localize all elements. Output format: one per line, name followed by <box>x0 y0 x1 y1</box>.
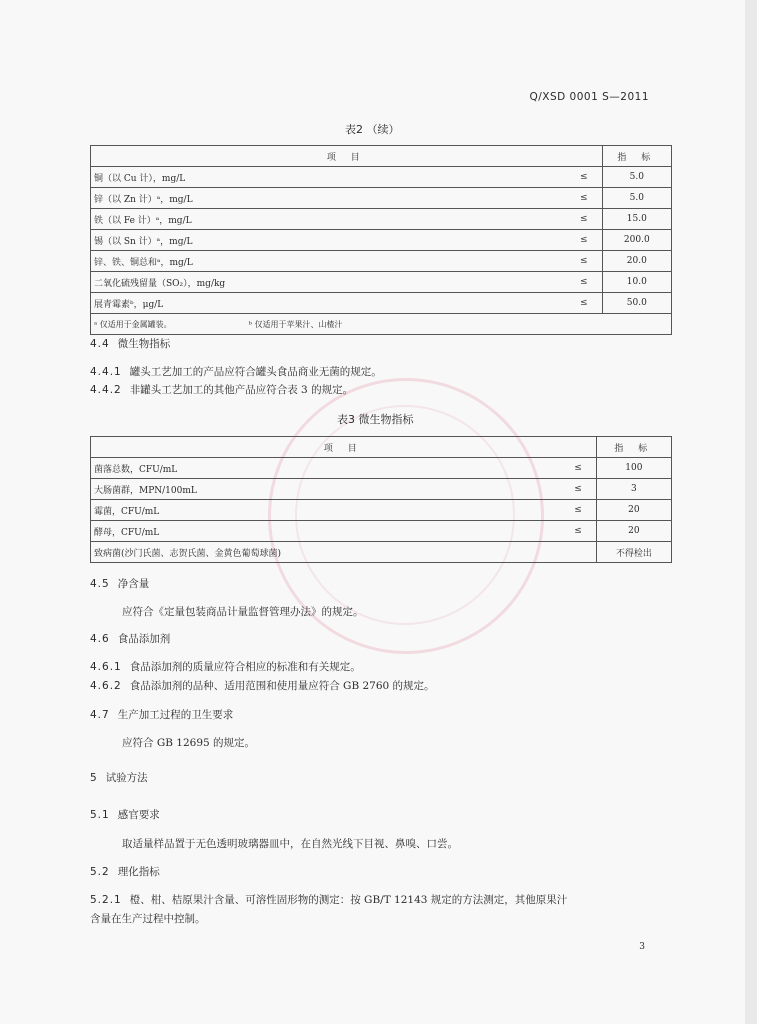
section-4-4-heading: 4.4 微生物指标 <box>90 338 171 350</box>
row-op: ≤ <box>544 521 596 542</box>
section-4-5-heading: 4.5 净含量 <box>90 578 150 590</box>
row-name: 菌落总数，CFU/mL <box>91 458 544 479</box>
section-4-6-heading: 4.6 食品添加剂 <box>90 633 171 645</box>
clause-5-2-1-line2: 含量在生产过程中控制。 <box>90 913 206 925</box>
table2-head-index: 指 标 <box>602 146 671 167</box>
row-op <box>544 542 596 563</box>
row-value: 100 <box>596 458 671 479</box>
section-4-7-heading: 4.7 生产加工过程的卫生要求 <box>90 709 234 721</box>
row-name: 锡（以 Sn 计）ᵃ，mg/L <box>91 230 531 251</box>
row-name: 大肠菌群，MPN/100mL <box>91 479 544 500</box>
table-row <box>91 230 672 251</box>
row-op: ≤ <box>530 167 602 188</box>
table3-head-index: 指 标 <box>596 437 671 458</box>
row-op: ≤ <box>530 251 602 272</box>
row-op: ≤ <box>544 479 596 500</box>
section-5-1-heading: 5.1 感官要求 <box>90 809 160 821</box>
row-name: 铜（以 Cu 计），mg/L <box>91 167 531 188</box>
row-op: ≤ <box>530 293 602 314</box>
row-op: ≤ <box>530 209 602 230</box>
table-footnote-row <box>91 314 672 335</box>
table-row <box>91 293 672 314</box>
section-5-1-text: 取适量样品置于无色透明玻璃器皿中，在自然光线下目视、鼻嗅、口尝。 <box>122 838 458 850</box>
row-op: ≤ <box>530 272 602 293</box>
table-row <box>91 209 672 230</box>
row-value: 5.0 <box>602 188 671 209</box>
section-5-heading: 5 试验方法 <box>90 772 148 784</box>
row-value: 20.0 <box>602 251 671 272</box>
row-value: 20 <box>596 500 671 521</box>
row-name: 霉菌，CFU/mL <box>91 500 544 521</box>
row-value: 15.0 <box>602 209 671 230</box>
table-row <box>91 167 672 188</box>
section-4-5-text: 应符合《定量包装商品计量监督管理办法》的规定。 <box>122 606 364 618</box>
row-op: ≤ <box>530 188 602 209</box>
clause-4-6-2: 4.6.2 食品添加剂的品种、适用范围和使用量应符合 GB 2760 的规定。 <box>90 680 435 692</box>
table-row <box>91 479 672 500</box>
table-row <box>91 251 672 272</box>
table-row <box>91 542 672 563</box>
row-value: 10.0 <box>602 272 671 293</box>
table-row <box>91 458 672 479</box>
row-value: 200.0 <box>602 230 671 251</box>
row-value: 不得检出 <box>596 542 671 563</box>
clause-5-2-1-line1: 5.2.1 橙、柑、桔原果汁含量、可溶性固形物的测定：按 GB/T 12143 规定的方法测定，其他原果汁 <box>90 894 568 906</box>
row-name: 铁（以 Fe 计）ᵃ，mg/L <box>91 209 531 230</box>
table-row <box>91 188 672 209</box>
row-name: 锌（以 Zn 计）ᵃ，mg/L <box>91 188 531 209</box>
footnote-b: ᵇ 仅适用于苹果汁、山楂汁 <box>248 319 343 329</box>
table2 <box>90 145 672 335</box>
footnote-a: ᵃ 仅适用于金属罐装。 <box>94 319 172 329</box>
section-5-2-heading: 5.2 理化指标 <box>90 866 160 878</box>
row-value: 5.0 <box>602 167 671 188</box>
table2-head-item: 项 目 <box>91 146 603 167</box>
clause-4-4-1: 4.4.1 罐头工艺加工的产品应符合罐头食品商业无菌的规定。 <box>90 366 382 378</box>
row-name: 二氧化硫残留量（SO₂），mg/kg <box>91 272 531 293</box>
row-value: 3 <box>596 479 671 500</box>
row-name: 展青霉素ᵇ，μg/L <box>91 293 531 314</box>
table-row <box>91 500 672 521</box>
table3-head-item: 项 目 <box>91 437 597 458</box>
table2-caption: 表2 （续） <box>345 123 400 136</box>
clause-4-4-2: 4.4.2 非罐头工艺加工的其他产品应符合表 3 的规定。 <box>90 384 354 396</box>
row-name: 酵母，CFU/mL <box>91 521 544 542</box>
row-op: ≤ <box>544 458 596 479</box>
row-op: ≤ <box>544 500 596 521</box>
row-name: 致病菌(沙门氏菌、志贺氏菌、金黄色葡萄球菌) <box>91 542 544 563</box>
clause-4-6-1: 4.6.1 食品添加剂的质量应符合相应的标准和有关规定。 <box>90 661 361 673</box>
row-value: 50.0 <box>602 293 671 314</box>
row-value: 20 <box>596 521 671 542</box>
table3 <box>90 436 672 563</box>
page-number: 3 <box>639 942 645 952</box>
table-row <box>91 521 672 542</box>
section-4-7-text: 应符合 GB 12695 的规定。 <box>122 737 256 749</box>
row-name: 锌、铁、铜总和ᵃ，mg/L <box>91 251 531 272</box>
table-row <box>91 272 672 293</box>
document-id: Q/XSD 0001 S—2011 <box>529 91 649 103</box>
row-op: ≤ <box>530 230 602 251</box>
table3-caption: 表3 微生物指标 <box>337 413 414 426</box>
